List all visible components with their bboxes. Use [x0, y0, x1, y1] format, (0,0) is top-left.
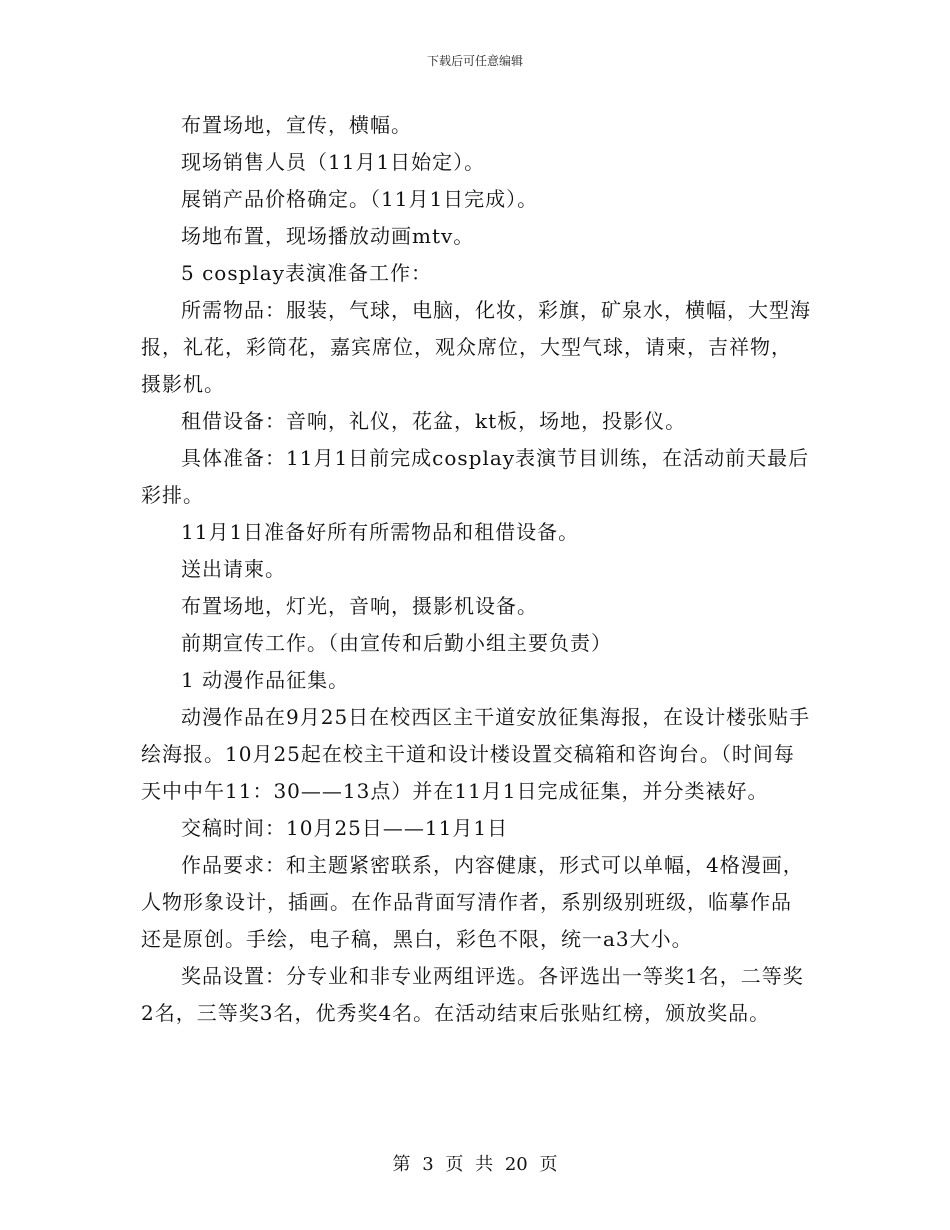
page-number: 第 3 页 共 20 页	[392, 1154, 558, 1175]
paragraph: 租借设备：音响，礼仪，花盆，kt板，场地，投影仪。	[181, 409, 687, 433]
paragraph: 具体准备：11月1日前完成cosplay表演节目训练，在活动前天最后彩排。	[141, 446, 810, 507]
document-body	[141, 107, 811, 1032]
paragraph: 展销产品价格确定。（11月1日完成）。	[181, 187, 539, 211]
paragraph: 奖品设置：分专业和非专业两组评选。各评选出一等奖1名，二等奖2名，三等奖3名，优秀奖4名。在活动结束后张贴红榜，颁放奖品。	[141, 964, 804, 1025]
paragraph: 动漫作品在9月25日在校西区主干道安放征集海报，在设计楼张贴手绘海报。10月25起在校主干道和设计楼设置交稿箱和咨询台。（时间每天中中午11：30——13点）并在11月1日完成征集，并分类裱好。	[141, 705, 811, 803]
section-heading: 前期宣传工作。（由宣传和后勤小组主要负责）	[181, 631, 612, 655]
page-header-note: 下载后可任意编辑	[426, 54, 523, 68]
paragraph: 布置场地，宣传，横幅。	[181, 113, 412, 137]
section-heading: 1 动漫作品征集。	[181, 668, 350, 692]
paragraph: 交稿时间：10月25日——11月1日	[181, 816, 509, 840]
paragraph: 现场销售人员（11月1日始定）。	[181, 150, 486, 174]
paragraph: 所需物品：服装，气球，电脑，化妆，彩旗，矿泉水，横幅，大型海报，礼花，彩筒花，嘉宾席位，观众席位，大型气球，请柬，吉祥物，摄影机。	[141, 298, 811, 396]
paragraph: 11月1日准备好所有所需物品和租借设备。	[181, 520, 580, 544]
paragraph: 场地布置，现场播放动画mtv。	[181, 224, 475, 248]
paragraph: 作品要求：和主题紧密联系，内容健康，形式可以单幅，4格漫画，人物形象设计，插画。在作品背面写清作者，系别级别班级，临摹作品还是原创。手绘，电子稿，黑白，彩色不限，统一a3大小。	[141, 853, 804, 951]
paragraph: 布置场地，灯光，音响，摄影机设备。	[181, 594, 538, 618]
paragraph: 送出请柬。	[181, 557, 286, 581]
section-heading: 5 cosplay表演准备工作：	[181, 261, 433, 285]
